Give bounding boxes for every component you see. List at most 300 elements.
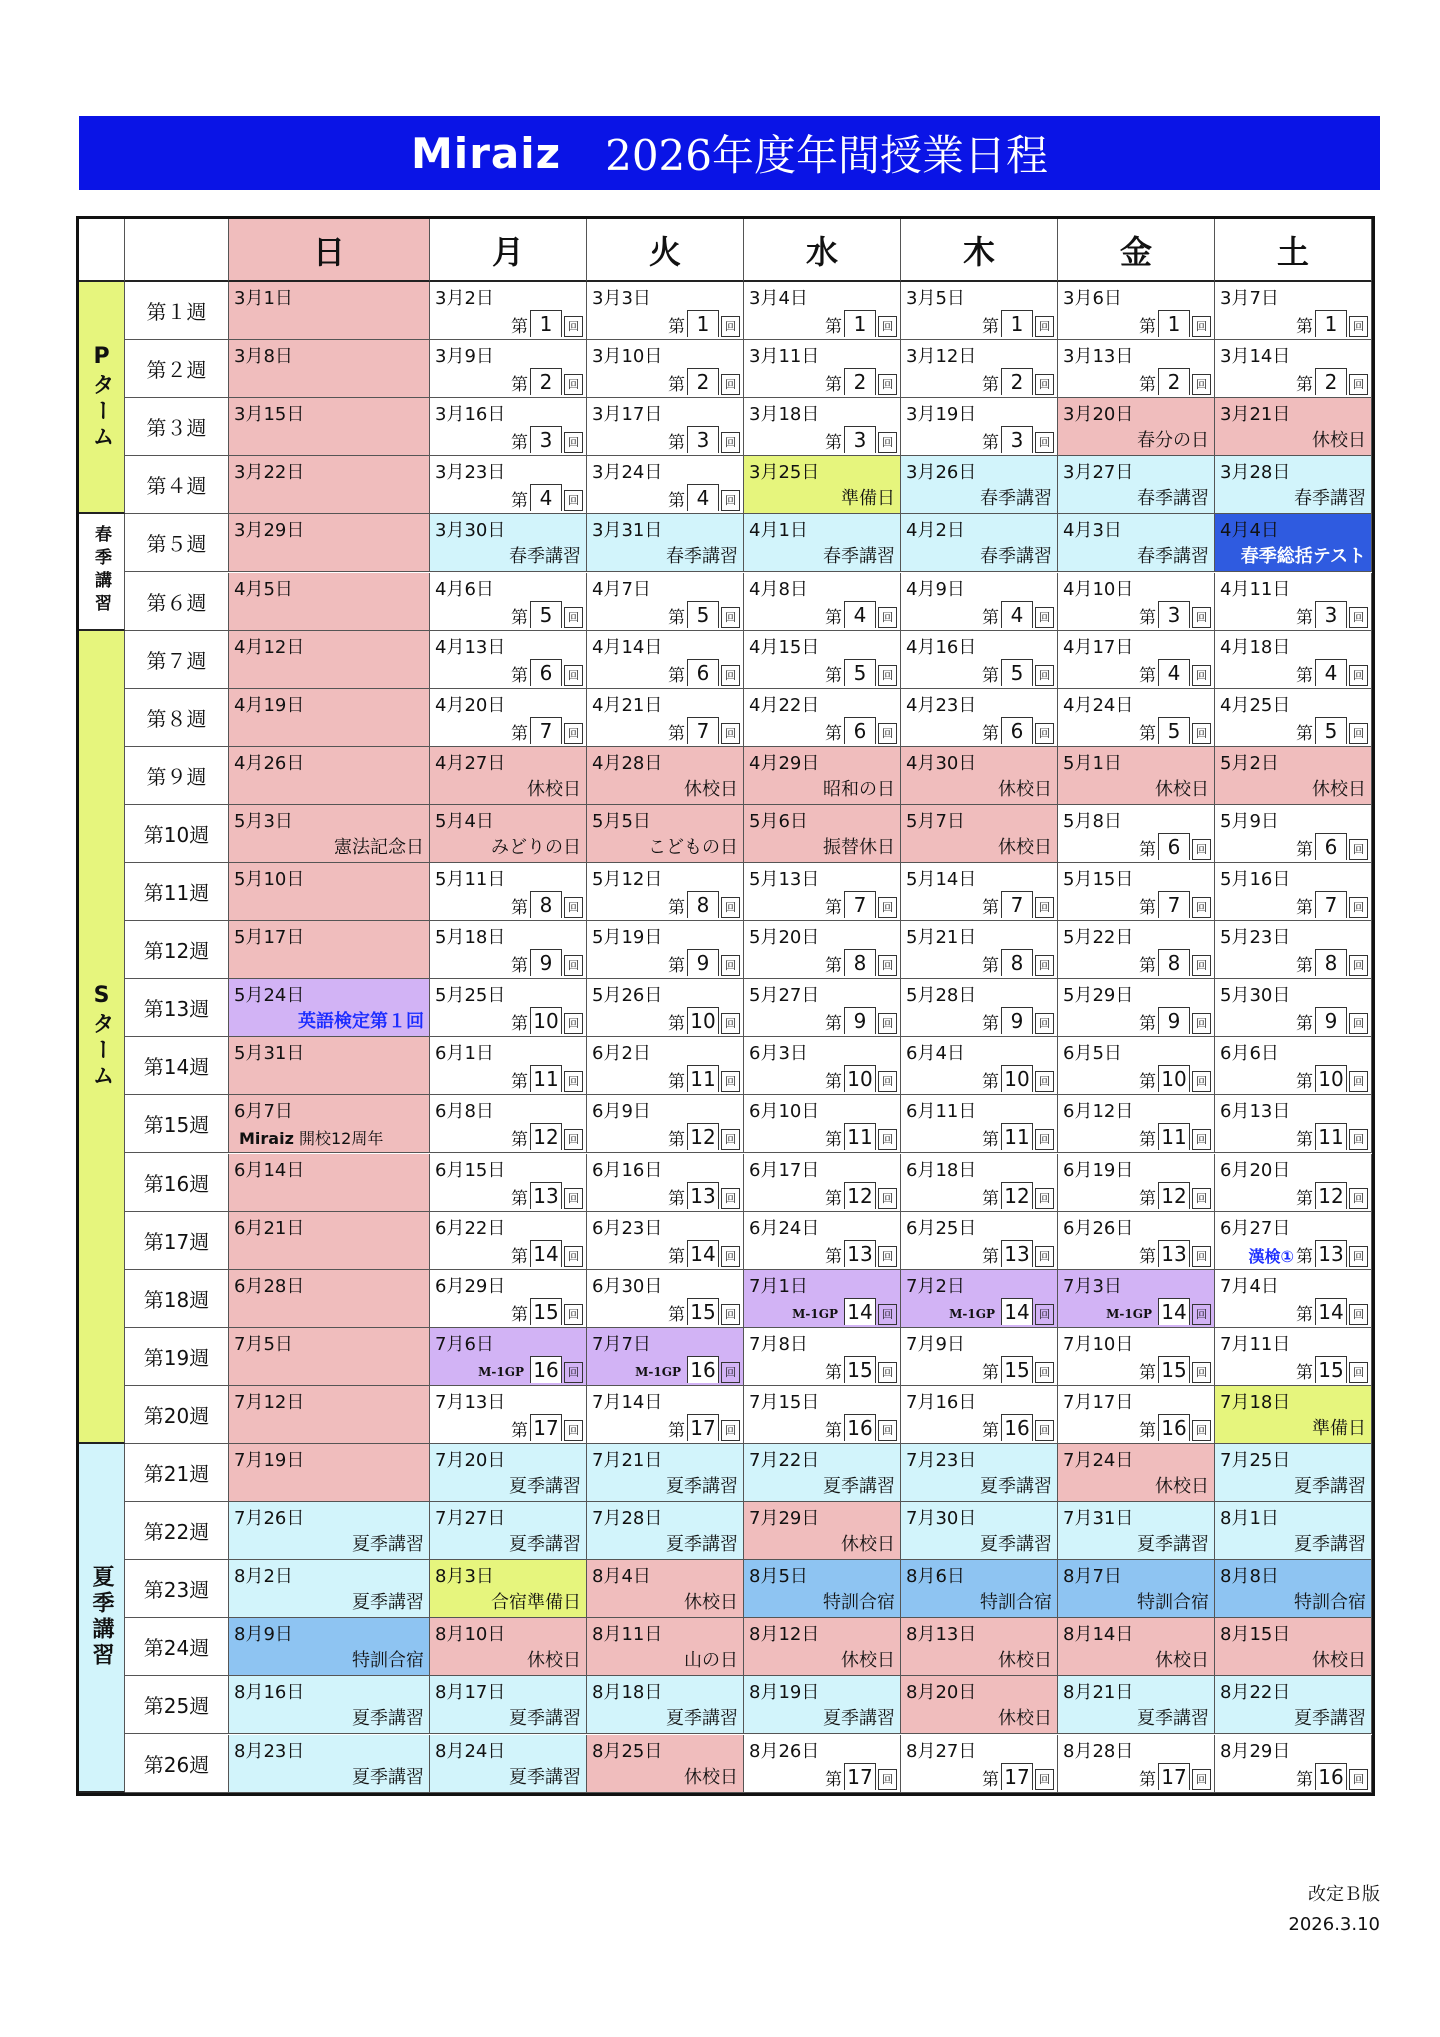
date-label: 5月14日 <box>906 869 977 890</box>
day-cell <box>1215 340 1372 398</box>
count-suffix: 回 <box>1035 665 1054 686</box>
lesson-count <box>1296 310 1368 337</box>
lesson-count <box>825 1763 897 1790</box>
day-cell <box>430 1735 587 1793</box>
date-label: 4月24日 <box>1063 694 1134 716</box>
count-prefix: 第 <box>1296 1130 1313 1151</box>
lesson-count <box>668 426 740 453</box>
count-suffix: 回 <box>1035 897 1054 918</box>
day-cell <box>229 979 430 1037</box>
count-prefix: 第 <box>825 898 842 919</box>
event-label: 準備日 <box>841 488 895 510</box>
day-cell <box>901 282 1058 340</box>
day-cell <box>430 689 587 747</box>
count-suffix: 回 <box>878 1188 897 1209</box>
event-label: 休校日 <box>1312 778 1366 800</box>
count-suffix: 回 <box>564 897 583 918</box>
date-label: 3月15日 <box>234 404 305 426</box>
lesson-number: 10 <box>844 1065 876 1092</box>
day-cell <box>430 282 587 340</box>
count-suffix: 回 <box>878 1246 897 1267</box>
lesson-count <box>1296 1182 1368 1209</box>
event-label: 春季講習 <box>1294 488 1366 510</box>
day-cell <box>1058 1618 1215 1676</box>
day-cell <box>1058 1502 1215 1560</box>
lesson-count <box>825 368 897 395</box>
count-suffix: 回 <box>721 374 740 395</box>
lesson-number: 16 <box>1315 1763 1347 1790</box>
date-label: 5月31日 <box>234 1043 305 1065</box>
lesson-number: 10 <box>1001 1065 1033 1092</box>
lesson-count <box>825 1182 897 1209</box>
date-label: 3月24日 <box>592 462 663 484</box>
day-cell <box>1058 573 1215 631</box>
day-cell <box>587 921 744 979</box>
header-corner <box>79 219 125 282</box>
day-cell <box>1215 805 1372 863</box>
count-suffix: 回 <box>1035 374 1054 395</box>
lesson-number: 10 <box>530 1007 562 1034</box>
lesson-number: 3 <box>1158 601 1190 628</box>
date-label: 6月2日 <box>592 1043 651 1065</box>
count-suffix: 回 <box>1192 1304 1211 1325</box>
event-label: 休校日 <box>1155 1650 1209 1672</box>
count-prefix: 第 <box>825 1769 842 1790</box>
date-label: 7月19日 <box>234 1450 305 1471</box>
day-cell <box>1058 456 1215 514</box>
count-prefix: 第 <box>1139 607 1156 628</box>
count-prefix: 第 <box>825 1188 842 1209</box>
count-prefix: 第 <box>668 1246 685 1267</box>
lesson-number: 17 <box>1158 1763 1190 1790</box>
date-label: 7月9日 <box>906 1333 965 1355</box>
date-label: 4月4日 <box>1220 520 1279 542</box>
day-cell <box>430 1676 587 1734</box>
event-label: 休校日 <box>1155 778 1209 800</box>
lesson-number: 14 <box>530 1240 562 1267</box>
date-label: 8月17日 <box>435 1682 506 1704</box>
date-label: 8月18日 <box>592 1682 663 1704</box>
date-label: 5月24日 <box>234 985 305 1007</box>
lesson-number: 7 <box>1315 891 1347 918</box>
lesson-number: 11 <box>1001 1123 1033 1150</box>
lesson-count <box>1296 949 1368 976</box>
event-label: 春季講習 <box>823 546 895 568</box>
lesson-count <box>825 659 897 686</box>
count-prefix: 第 <box>511 433 528 454</box>
count-suffix: 回 <box>1035 1188 1054 1209</box>
lesson-number: 4 <box>844 601 876 628</box>
event-label: 春季講習 <box>980 546 1052 568</box>
date-label: 7月21日 <box>592 1450 663 1471</box>
day-cell <box>229 514 430 572</box>
lesson-count <box>511 1065 583 1092</box>
count-prefix: 第 <box>1296 1188 1313 1209</box>
date-label: 3月22日 <box>234 462 305 484</box>
date-label: 6月23日 <box>592 1217 663 1239</box>
lesson-number: 13 <box>844 1240 876 1267</box>
lesson-count <box>511 717 583 744</box>
event-label: みどりの日 <box>491 836 581 858</box>
lesson-number: 17 <box>687 1414 719 1441</box>
count-suffix: 回 <box>1192 316 1211 337</box>
day-cell <box>587 282 744 340</box>
day-cell <box>430 1328 587 1386</box>
date-label: 8月1日 <box>1220 1508 1279 1530</box>
day-cell <box>430 573 587 631</box>
count-prefix: 第 <box>982 607 999 628</box>
count-prefix: 第 <box>511 1420 528 1441</box>
event-label: 春季総括テスト <box>1240 546 1366 568</box>
event-label: 春季講習 <box>666 546 738 568</box>
day-cell <box>430 805 587 863</box>
day-cell <box>901 1095 1058 1153</box>
lesson-count <box>1296 368 1368 395</box>
lesson-number: 3 <box>1315 601 1347 628</box>
count-prefix: 第 <box>1296 898 1313 919</box>
lesson-count <box>1296 1763 1368 1790</box>
day-cell <box>1215 1735 1372 1793</box>
date-label: 3月26日 <box>906 462 977 484</box>
day-cell <box>744 921 901 979</box>
day-cell <box>1058 1270 1215 1328</box>
event-label: 特訓合宿 <box>1294 1592 1366 1614</box>
lesson-count <box>511 1007 583 1034</box>
date-label: 6月1日 <box>435 1043 494 1065</box>
count-prefix: 第 <box>1139 1362 1156 1383</box>
lesson-count <box>635 1356 740 1383</box>
lesson-number: 3 <box>530 426 562 453</box>
week-label: 第22週 <box>125 1502 229 1560</box>
day-cell <box>430 1386 587 1444</box>
count-prefix: 第 <box>668 1130 685 1151</box>
lesson-number: 16 <box>1001 1414 1033 1441</box>
lesson-number: 17 <box>530 1414 562 1441</box>
event-label: 特訓合宿 <box>980 1592 1052 1614</box>
lesson-count <box>825 1240 897 1267</box>
date-label: 4月23日 <box>906 694 977 716</box>
week-label: 第１週 <box>125 282 229 340</box>
count-prefix: 第 <box>1139 375 1156 396</box>
lesson-count <box>1139 1123 1211 1150</box>
date-label: 3月18日 <box>749 404 820 426</box>
count-prefix: 第 <box>825 665 842 686</box>
day-cell <box>744 340 901 398</box>
count-suffix: 回 <box>721 1246 740 1267</box>
count-suffix: 回 <box>878 897 897 918</box>
day-cell <box>1215 1154 1372 1212</box>
date-label: 7月17日 <box>1063 1391 1134 1413</box>
day-cell <box>901 631 1058 689</box>
day-cell <box>744 1095 901 1153</box>
count-suffix: 回 <box>564 1129 583 1150</box>
event-label: 夏季講習 <box>980 1534 1052 1556</box>
date-label: 3月23日 <box>435 462 506 484</box>
date-label: 8月12日 <box>749 1624 820 1646</box>
lesson-number: 17 <box>844 1763 876 1790</box>
count-suffix: 回 <box>721 723 740 744</box>
day-cell <box>430 1270 587 1328</box>
lesson-count <box>1139 717 1211 744</box>
date-label: 7月15日 <box>749 1391 820 1413</box>
day-cell <box>1058 1676 1215 1734</box>
date-label: 8月16日 <box>234 1682 305 1704</box>
count-prefix: 第 <box>511 1072 528 1093</box>
week-label: 第10週 <box>125 805 229 863</box>
week-label: 第20週 <box>125 1386 229 1444</box>
lesson-number: 2 <box>687 368 719 395</box>
title-bar <box>79 116 1380 190</box>
lesson-number: 15 <box>844 1356 876 1383</box>
lesson-number: 11 <box>687 1065 719 1092</box>
count-prefix: 第 <box>982 665 999 686</box>
lesson-number: 12 <box>1315 1182 1347 1209</box>
date-label: 8月8日 <box>1220 1566 1279 1588</box>
lesson-count <box>982 426 1054 453</box>
day-cell <box>229 1154 430 1212</box>
date-label: 5月29日 <box>1063 985 1134 1007</box>
count-suffix: 回 <box>1349 723 1368 744</box>
date-label: 4月2日 <box>906 520 965 542</box>
date-label: 3月2日 <box>435 288 494 309</box>
lesson-count <box>668 659 740 686</box>
count-prefix: 第 <box>511 665 528 686</box>
date-label: 7月13日 <box>435 1391 506 1413</box>
lesson-number: 6 <box>1158 833 1190 860</box>
count-prefix: 第 <box>825 723 842 744</box>
day-cell <box>430 1095 587 1153</box>
day-cell <box>1058 398 1215 456</box>
lesson-count <box>668 484 740 511</box>
date-label: 7月22日 <box>749 1450 820 1471</box>
count-suffix: 回 <box>878 316 897 337</box>
day-cell <box>1058 805 1215 863</box>
date-label: 4月26日 <box>234 752 305 774</box>
day-cell <box>1058 340 1215 398</box>
count-suffix: 回 <box>1192 374 1211 395</box>
count-suffix: 回 <box>721 1420 740 1441</box>
count-prefix: 第 <box>982 1188 999 1209</box>
day-cell <box>1058 1037 1215 1095</box>
day-cell <box>229 921 430 979</box>
lesson-count <box>668 1182 740 1209</box>
day-cell <box>1215 863 1372 921</box>
date-label: 3月27日 <box>1063 462 1134 484</box>
lesson-count <box>1106 1298 1211 1325</box>
day-cell <box>229 1618 430 1676</box>
date-label: 5月26日 <box>592 985 663 1007</box>
event-label: 休校日 <box>841 1534 895 1556</box>
date-label: 5月6日 <box>749 810 808 832</box>
day-cell <box>901 456 1058 514</box>
event-label: 特訓合宿 <box>823 1592 895 1614</box>
day-cell <box>1058 747 1215 805</box>
count-prefix: 第 <box>982 1130 999 1151</box>
date-label: 7月2日 <box>906 1275 965 1297</box>
lesson-count <box>511 368 583 395</box>
count-prefix: 第 <box>668 665 685 686</box>
date-label: 6月12日 <box>1063 1101 1134 1123</box>
lesson-number: 1 <box>1158 310 1190 337</box>
date-label: 4月29日 <box>749 752 820 774</box>
week-label: 第５週 <box>125 514 229 572</box>
date-label: 8月19日 <box>749 1682 820 1704</box>
day-cell <box>901 689 1058 747</box>
date-label: 7月29日 <box>749 1508 820 1530</box>
lesson-number: 5 <box>530 601 562 628</box>
date-label: 7月14日 <box>592 1391 663 1413</box>
event-label: 休校日 <box>998 1650 1052 1672</box>
count-prefix: 第 <box>511 1188 528 1209</box>
lesson-count <box>825 1007 897 1034</box>
week-label: 第21週 <box>125 1444 229 1502</box>
date-label: 8月29日 <box>1220 1740 1291 1762</box>
day-cell <box>229 1037 430 1095</box>
date-label: 3月20日 <box>1063 404 1134 426</box>
lesson-count <box>668 1298 740 1325</box>
day-cell <box>229 1444 430 1502</box>
count-suffix: 回 <box>721 1129 740 1150</box>
date-label: 8月9日 <box>234 1624 293 1646</box>
lesson-count <box>982 1182 1054 1209</box>
day-cell <box>744 282 901 340</box>
lesson-count <box>1139 833 1211 860</box>
lesson-count <box>1296 833 1368 860</box>
day-cell <box>901 1502 1058 1560</box>
count-suffix: 回 <box>564 374 583 395</box>
date-label: 6月13日 <box>1220 1101 1291 1123</box>
day-cell <box>744 1560 901 1618</box>
count-prefix: 第 <box>668 607 685 628</box>
date-label: 3月29日 <box>234 520 305 542</box>
count-suffix: 回 <box>721 607 740 628</box>
day-cell <box>1058 1735 1215 1793</box>
date-label: 8月4日 <box>592 1566 651 1588</box>
lesson-number: 9 <box>530 949 562 976</box>
mgp-label: M-1GP <box>1106 1306 1152 1321</box>
day-cell <box>430 979 587 1037</box>
count-suffix: 回 <box>878 432 897 453</box>
lesson-count <box>949 1298 1054 1325</box>
count-suffix: 回 <box>1349 374 1368 395</box>
event-label: 夏季講習 <box>509 1766 581 1788</box>
date-label: 8月3日 <box>435 1566 494 1588</box>
count-prefix: 第 <box>1296 1072 1313 1093</box>
date-label: 5月28日 <box>906 985 977 1007</box>
day-cell <box>901 1560 1058 1618</box>
lesson-number: 17 <box>1001 1763 1033 1790</box>
date-label: 5月18日 <box>435 927 506 949</box>
lesson-number: 15 <box>1001 1356 1033 1383</box>
day-cell <box>229 573 430 631</box>
count-suffix: 回 <box>721 490 740 511</box>
day-cell <box>901 921 1058 979</box>
lesson-number: 14 <box>1158 1298 1190 1325</box>
anniversary-brand: Miraiz <box>239 1129 294 1149</box>
day-cell <box>229 398 430 456</box>
week-label: 第６週 <box>125 573 229 631</box>
count-suffix: 回 <box>564 665 583 686</box>
date-label: 7月31日 <box>1063 1508 1134 1530</box>
date-label: 3月21日 <box>1220 404 1291 426</box>
count-prefix: 第 <box>668 317 685 338</box>
day-cell <box>430 1037 587 1095</box>
event-label: 夏季講習 <box>352 1766 424 1788</box>
lesson-count <box>982 1414 1054 1441</box>
event-label: 夏季講習 <box>352 1534 424 1556</box>
lesson-number: 6 <box>687 659 719 686</box>
day-cell <box>744 747 901 805</box>
day-cell <box>229 689 430 747</box>
day-cell <box>587 1386 744 1444</box>
week-label: 第３週 <box>125 398 229 456</box>
lesson-number: 8 <box>687 891 719 918</box>
date-label: 4月3日 <box>1063 520 1122 542</box>
lesson-number: 10 <box>687 1007 719 1034</box>
lesson-number: 6 <box>844 717 876 744</box>
day-cell <box>744 1154 901 1212</box>
date-label: 4月17日 <box>1063 636 1134 658</box>
day-cell <box>229 863 430 921</box>
lesson-number: 7 <box>530 717 562 744</box>
lesson-count <box>1139 310 1211 337</box>
count-suffix: 回 <box>878 723 897 744</box>
mgp-label: M-1GP <box>949 1306 995 1321</box>
day-cell <box>1215 1676 1372 1734</box>
date-label: 6月16日 <box>592 1159 663 1181</box>
date-label: 8月23日 <box>234 1740 305 1762</box>
day-cell <box>1215 1328 1372 1386</box>
lesson-count <box>1139 1240 1211 1267</box>
date-label: 8月6日 <box>906 1566 965 1588</box>
lesson-number: 13 <box>1315 1240 1347 1267</box>
day-cell <box>901 1037 1058 1095</box>
count-prefix: 第 <box>668 491 685 512</box>
lesson-number: 4 <box>1315 659 1347 686</box>
lesson-number: 16 <box>844 1414 876 1441</box>
event-label: 夏季講習 <box>509 1708 581 1730</box>
term-label: 春季講習 <box>79 514 125 630</box>
anniversary-text: 開校12周年 <box>298 1129 384 1149</box>
date-label: 4月7日 <box>592 578 651 600</box>
count-suffix: 回 <box>878 1420 897 1441</box>
day-cell <box>1058 1444 1215 1502</box>
count-suffix: 回 <box>721 432 740 453</box>
lesson-number: 5 <box>844 659 876 686</box>
event-label: 休校日 <box>1312 430 1366 452</box>
day-cell <box>744 805 901 863</box>
date-label: 6月11日 <box>906 1101 977 1123</box>
date-label: 3月1日 <box>234 288 293 309</box>
day-cell <box>901 979 1058 1037</box>
lesson-number: 8 <box>1001 949 1033 976</box>
day-cell <box>901 1270 1058 1328</box>
day-cell <box>744 398 901 456</box>
count-suffix: 回 <box>878 1071 897 1092</box>
day-cell <box>1215 456 1372 514</box>
lesson-count <box>511 601 583 628</box>
week-label: 第25週 <box>125 1676 229 1734</box>
date-label: 6月7日 <box>234 1101 293 1123</box>
count-prefix: 第 <box>511 956 528 977</box>
lesson-number: 9 <box>1315 1007 1347 1034</box>
date-label: 5月8日 <box>1063 810 1122 832</box>
lesson-count <box>825 1123 897 1150</box>
day-cell <box>1215 1560 1372 1618</box>
count-prefix: 第 <box>668 433 685 454</box>
count-suffix: 回 <box>1349 607 1368 628</box>
count-prefix: 第 <box>982 1362 999 1383</box>
